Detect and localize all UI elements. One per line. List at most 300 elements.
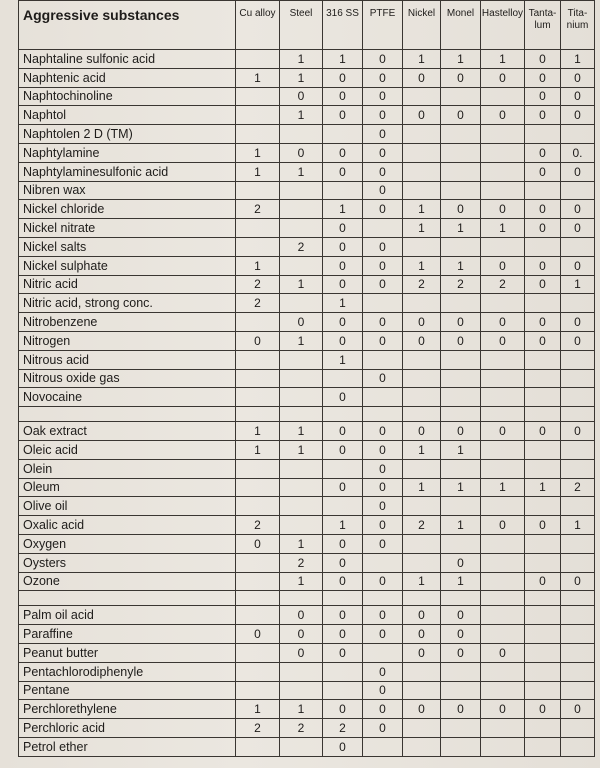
substance-name: Oak extract — [19, 422, 236, 441]
rating-cell: 1 — [403, 256, 441, 275]
table-row — [19, 606, 595, 625]
rating-cell — [363, 294, 403, 313]
column-header-material: Tita- nium — [561, 1, 595, 50]
rating-cell — [525, 459, 561, 478]
rating-cell — [280, 125, 323, 144]
rating-cell: 1 — [403, 572, 441, 591]
rating-cell: 0 — [363, 68, 403, 87]
rating-cell: 2 — [236, 516, 280, 535]
rating-cell: 1 — [441, 440, 481, 459]
rating-cell: 2 — [280, 237, 323, 256]
table-row — [19, 125, 595, 144]
rating-cell — [363, 219, 403, 238]
table-row — [19, 662, 595, 681]
substance-name: Perchlorethylene — [19, 700, 236, 719]
rating-cell — [280, 388, 323, 407]
substance-name: Nitrogen — [19, 331, 236, 350]
empty-cell — [525, 591, 561, 606]
rating-cell — [441, 459, 481, 478]
rating-cell — [236, 681, 280, 700]
empty-cell — [19, 591, 236, 606]
rating-cell: 0 — [561, 572, 595, 591]
empty-cell — [19, 407, 236, 422]
rating-cell: 2 — [280, 719, 323, 738]
substance-name: Oxygen — [19, 534, 236, 553]
rating-cell — [403, 125, 441, 144]
rating-cell: 0 — [323, 87, 363, 106]
rating-cell — [561, 350, 595, 369]
rating-cell — [280, 350, 323, 369]
rating-cell: 0 — [363, 256, 403, 275]
rating-cell: 0 — [561, 162, 595, 181]
rating-cell — [561, 125, 595, 144]
substance-name: Nitrous oxide gas — [19, 369, 236, 388]
table-row — [19, 50, 595, 69]
rating-cell — [525, 350, 561, 369]
rating-cell — [525, 440, 561, 459]
rating-cell — [236, 737, 280, 756]
column-header-material: PTFE — [363, 1, 403, 50]
rating-cell: 0 — [525, 422, 561, 441]
rating-cell — [561, 719, 595, 738]
rating-cell — [236, 459, 280, 478]
rating-cell: 1 — [481, 50, 525, 69]
rating-cell: 1 — [236, 422, 280, 441]
rating-cell: 0 — [403, 643, 441, 662]
rating-cell — [561, 181, 595, 200]
rating-cell: 1 — [280, 534, 323, 553]
table-row — [19, 237, 595, 256]
rating-cell: 0 — [323, 625, 363, 644]
rating-cell: 0 — [363, 237, 403, 256]
rating-cell: 0 — [481, 313, 525, 332]
rating-cell: 0 — [561, 256, 595, 275]
rating-cell — [441, 497, 481, 516]
rating-cell — [323, 459, 363, 478]
substance-name: Oleic acid — [19, 440, 236, 459]
rating-cell: 0 — [561, 106, 595, 125]
rating-cell: 0 — [323, 237, 363, 256]
rating-cell — [363, 643, 403, 662]
rating-cell: 2 — [236, 294, 280, 313]
column-header-material: 316 SS — [323, 1, 363, 50]
rating-cell: 0. — [561, 143, 595, 162]
rating-cell — [525, 294, 561, 313]
table-row — [19, 478, 595, 497]
rating-cell: 1 — [481, 219, 525, 238]
rating-cell: 0 — [236, 625, 280, 644]
rating-cell: 0 — [403, 313, 441, 332]
table-row — [19, 625, 595, 644]
substance-name: Oysters — [19, 553, 236, 572]
rating-cell: 0 — [280, 606, 323, 625]
empty-cell — [323, 591, 363, 606]
substance-name: Naphtaline sulfonic acid — [19, 50, 236, 69]
rating-cell — [481, 237, 525, 256]
rating-cell: 2 — [403, 275, 441, 294]
rating-cell: 1 — [280, 275, 323, 294]
rating-cell — [525, 606, 561, 625]
rating-cell: 0 — [323, 440, 363, 459]
table-row — [19, 643, 595, 662]
rating-cell — [403, 87, 441, 106]
corrosion-resistance-table — [18, 0, 595, 757]
table-row — [19, 350, 595, 369]
rating-cell: 0 — [525, 331, 561, 350]
rating-cell: 0 — [441, 606, 481, 625]
rating-cell — [280, 200, 323, 219]
rating-cell: 1 — [481, 478, 525, 497]
substance-name: Peanut butter — [19, 643, 236, 662]
rating-cell — [236, 219, 280, 238]
substance-name: Nitrous acid — [19, 350, 236, 369]
rating-cell: 0 — [525, 700, 561, 719]
rating-cell — [280, 681, 323, 700]
substance-name: Naphtenic acid — [19, 68, 236, 87]
rating-cell — [561, 606, 595, 625]
rating-cell: 2 — [236, 275, 280, 294]
rating-cell: 0 — [323, 553, 363, 572]
empty-cell — [363, 407, 403, 422]
table-row — [19, 200, 595, 219]
rating-cell — [561, 440, 595, 459]
rating-cell: 1 — [561, 516, 595, 535]
rating-cell — [481, 459, 525, 478]
empty-cell — [363, 591, 403, 606]
rating-cell — [363, 350, 403, 369]
table-row — [19, 275, 595, 294]
rating-cell — [561, 237, 595, 256]
rating-cell: 0 — [525, 87, 561, 106]
substance-name: Ozone — [19, 572, 236, 591]
rating-cell — [481, 294, 525, 313]
empty-cell — [525, 407, 561, 422]
rating-cell — [441, 237, 481, 256]
rating-cell — [323, 369, 363, 388]
rating-cell — [236, 572, 280, 591]
rating-cell: 1 — [525, 478, 561, 497]
rating-cell: 0 — [481, 256, 525, 275]
rating-cell — [525, 662, 561, 681]
rating-cell: 0 — [403, 331, 441, 350]
rating-cell — [481, 440, 525, 459]
rating-cell: 1 — [323, 50, 363, 69]
rating-cell: 0 — [363, 681, 403, 700]
rating-cell — [561, 388, 595, 407]
rating-cell — [403, 719, 441, 738]
rating-cell: 2 — [236, 200, 280, 219]
table-row — [19, 294, 595, 313]
empty-cell — [481, 407, 525, 422]
substance-name: Palm oil acid — [19, 606, 236, 625]
rating-cell — [363, 553, 403, 572]
rating-cell: 1 — [280, 162, 323, 181]
rating-cell — [236, 388, 280, 407]
rating-cell: 0 — [481, 200, 525, 219]
rating-cell — [403, 497, 441, 516]
rating-cell: 0 — [363, 87, 403, 106]
rating-cell — [481, 553, 525, 572]
rating-cell — [561, 534, 595, 553]
rating-cell: 0 — [363, 331, 403, 350]
rating-cell — [441, 181, 481, 200]
substance-name: Oxalic acid — [19, 516, 236, 535]
rating-cell: 0 — [525, 256, 561, 275]
rating-cell — [403, 737, 441, 756]
rating-cell: 0 — [323, 162, 363, 181]
rating-cell — [561, 643, 595, 662]
rating-cell — [403, 181, 441, 200]
rating-cell: 2 — [323, 719, 363, 738]
rating-cell: 0 — [363, 50, 403, 69]
table-row — [19, 719, 595, 738]
rating-cell: 0 — [403, 625, 441, 644]
empty-cell — [280, 407, 323, 422]
table-row — [19, 162, 595, 181]
rating-cell: 0 — [363, 719, 403, 738]
rating-cell — [441, 87, 481, 106]
rating-cell: 0 — [561, 219, 595, 238]
rating-cell: 0 — [441, 331, 481, 350]
rating-cell: 0 — [363, 181, 403, 200]
rating-cell: 2 — [481, 275, 525, 294]
rating-cell — [236, 369, 280, 388]
rating-cell: 0 — [481, 516, 525, 535]
rating-cell: 0 — [323, 606, 363, 625]
rating-cell — [441, 681, 481, 700]
rating-cell: 0 — [441, 422, 481, 441]
rating-cell: 1 — [561, 50, 595, 69]
rating-cell — [280, 737, 323, 756]
rating-cell: 1 — [280, 331, 323, 350]
rating-cell — [525, 553, 561, 572]
rating-cell: 0 — [280, 643, 323, 662]
rating-cell: 1 — [236, 162, 280, 181]
rating-cell: 0 — [323, 700, 363, 719]
rating-cell — [441, 162, 481, 181]
rating-cell: 1 — [280, 440, 323, 459]
rating-cell: 0 — [323, 275, 363, 294]
rating-cell: 2 — [403, 516, 441, 535]
rating-cell — [481, 737, 525, 756]
substance-name: Perchloric acid — [19, 719, 236, 738]
rating-cell — [236, 181, 280, 200]
rating-cell: 1 — [441, 516, 481, 535]
rating-cell: 2 — [561, 478, 595, 497]
table-row — [19, 459, 595, 478]
substance-name: Naphtylamine — [19, 143, 236, 162]
table-row — [19, 219, 595, 238]
rating-cell: 1 — [280, 50, 323, 69]
rating-cell — [363, 388, 403, 407]
rating-cell: 0 — [481, 700, 525, 719]
rating-cell: 0 — [525, 219, 561, 238]
substance-name: Naphtol — [19, 106, 236, 125]
rating-cell — [403, 388, 441, 407]
rating-cell: 0 — [323, 143, 363, 162]
rating-cell: 0 — [403, 68, 441, 87]
rating-cell — [441, 534, 481, 553]
rating-cell — [323, 662, 363, 681]
table-row — [19, 700, 595, 719]
rating-cell — [323, 681, 363, 700]
rating-cell: 0 — [363, 106, 403, 125]
rating-cell: 0 — [441, 625, 481, 644]
rating-cell — [561, 294, 595, 313]
substance-name: Naphtochinoline — [19, 87, 236, 106]
rating-cell — [236, 50, 280, 69]
rating-cell: 0 — [441, 200, 481, 219]
rating-cell: 0 — [236, 534, 280, 553]
rating-cell: 0 — [525, 162, 561, 181]
rating-cell: 0 — [323, 388, 363, 407]
rating-cell: 2 — [280, 553, 323, 572]
rating-cell: 0 — [363, 125, 403, 144]
rating-cell: 1 — [323, 350, 363, 369]
rating-cell: 0 — [525, 275, 561, 294]
rating-cell: 0 — [525, 143, 561, 162]
rating-cell — [561, 369, 595, 388]
table-row — [19, 553, 595, 572]
rating-cell — [323, 497, 363, 516]
rating-cell — [525, 181, 561, 200]
rating-cell — [236, 478, 280, 497]
group-separator-row — [19, 591, 595, 606]
rating-cell — [525, 737, 561, 756]
rating-cell — [441, 737, 481, 756]
rating-cell — [441, 294, 481, 313]
rating-cell: 0 — [280, 313, 323, 332]
rating-cell: 0 — [280, 625, 323, 644]
rating-cell: 2 — [236, 719, 280, 738]
rating-cell: 1 — [441, 256, 481, 275]
rating-cell: 0 — [323, 256, 363, 275]
rating-cell: 0 — [363, 200, 403, 219]
rating-cell: 0 — [363, 625, 403, 644]
rating-cell: 1 — [403, 50, 441, 69]
rating-cell — [481, 369, 525, 388]
rating-cell: 0 — [561, 313, 595, 332]
rating-cell — [280, 294, 323, 313]
rating-cell — [236, 350, 280, 369]
empty-cell — [403, 407, 441, 422]
rating-cell — [280, 516, 323, 535]
rating-cell: 0 — [363, 478, 403, 497]
rating-cell — [403, 294, 441, 313]
rating-cell: 0 — [363, 143, 403, 162]
table-row — [19, 497, 595, 516]
rating-cell — [561, 662, 595, 681]
rating-cell — [525, 237, 561, 256]
rating-cell: 0 — [363, 162, 403, 181]
rating-cell — [441, 719, 481, 738]
rating-cell: 0 — [363, 516, 403, 535]
rating-cell: 0 — [363, 572, 403, 591]
rating-cell: 0 — [363, 497, 403, 516]
rating-cell: 1 — [403, 219, 441, 238]
substance-name: Naphtylaminesulfonic acid — [19, 162, 236, 181]
substance-name: Pentane — [19, 681, 236, 700]
rating-cell — [280, 219, 323, 238]
rating-cell — [481, 143, 525, 162]
table-row — [19, 256, 595, 275]
rating-cell — [403, 237, 441, 256]
rating-cell — [481, 497, 525, 516]
rating-cell — [561, 497, 595, 516]
table-row — [19, 388, 595, 407]
table-row — [19, 681, 595, 700]
rating-cell: 0 — [323, 331, 363, 350]
table-row — [19, 331, 595, 350]
rating-cell: 0 — [363, 534, 403, 553]
column-header-material: Monel — [441, 1, 481, 50]
rating-cell: 0 — [323, 478, 363, 497]
rating-cell: 0 — [441, 106, 481, 125]
rating-cell: 0 — [323, 643, 363, 662]
rating-cell: 0 — [525, 50, 561, 69]
rating-cell — [280, 478, 323, 497]
rating-cell: 0 — [441, 313, 481, 332]
rating-cell — [280, 459, 323, 478]
rating-cell: 1 — [236, 700, 280, 719]
rating-cell: 0 — [403, 422, 441, 441]
rating-cell: 0 — [441, 700, 481, 719]
rating-cell: 1 — [323, 294, 363, 313]
rating-cell: 0 — [441, 553, 481, 572]
substance-name: Petrol ether — [19, 737, 236, 756]
rating-cell: 1 — [441, 50, 481, 69]
rating-cell: 0 — [403, 606, 441, 625]
substance-name: Nitric acid — [19, 275, 236, 294]
rating-cell — [525, 719, 561, 738]
rating-cell: 0 — [323, 313, 363, 332]
rating-cell — [403, 459, 441, 478]
column-header-material: Tanta- lum — [525, 1, 561, 50]
table-row — [19, 143, 595, 162]
rating-cell: 0 — [363, 422, 403, 441]
rating-cell — [441, 369, 481, 388]
rating-cell — [481, 181, 525, 200]
rating-cell: 0 — [323, 68, 363, 87]
rating-cell: 1 — [280, 572, 323, 591]
rating-cell: 0 — [481, 68, 525, 87]
rating-cell: 0 — [363, 313, 403, 332]
rating-cell — [403, 350, 441, 369]
table-row — [19, 181, 595, 200]
rating-cell: 0 — [280, 143, 323, 162]
rating-cell: 1 — [561, 275, 595, 294]
empty-cell — [481, 591, 525, 606]
rating-cell — [525, 125, 561, 144]
substance-name: Pentachlorodiphenyle — [19, 662, 236, 681]
rating-cell: 0 — [363, 275, 403, 294]
rating-cell: 0 — [323, 534, 363, 553]
table-row — [19, 572, 595, 591]
substance-name: Nitric acid, strong conc. — [19, 294, 236, 313]
rating-cell: 1 — [403, 440, 441, 459]
rating-cell — [236, 125, 280, 144]
rating-cell: 1 — [323, 516, 363, 535]
rating-cell — [403, 162, 441, 181]
rating-cell — [323, 181, 363, 200]
column-header-substance: Aggressive substances — [19, 1, 236, 50]
rating-cell: 0 — [323, 219, 363, 238]
rating-cell: 0 — [525, 68, 561, 87]
empty-cell — [236, 591, 280, 606]
rating-cell — [236, 87, 280, 106]
rating-cell — [481, 572, 525, 591]
rating-cell — [280, 369, 323, 388]
